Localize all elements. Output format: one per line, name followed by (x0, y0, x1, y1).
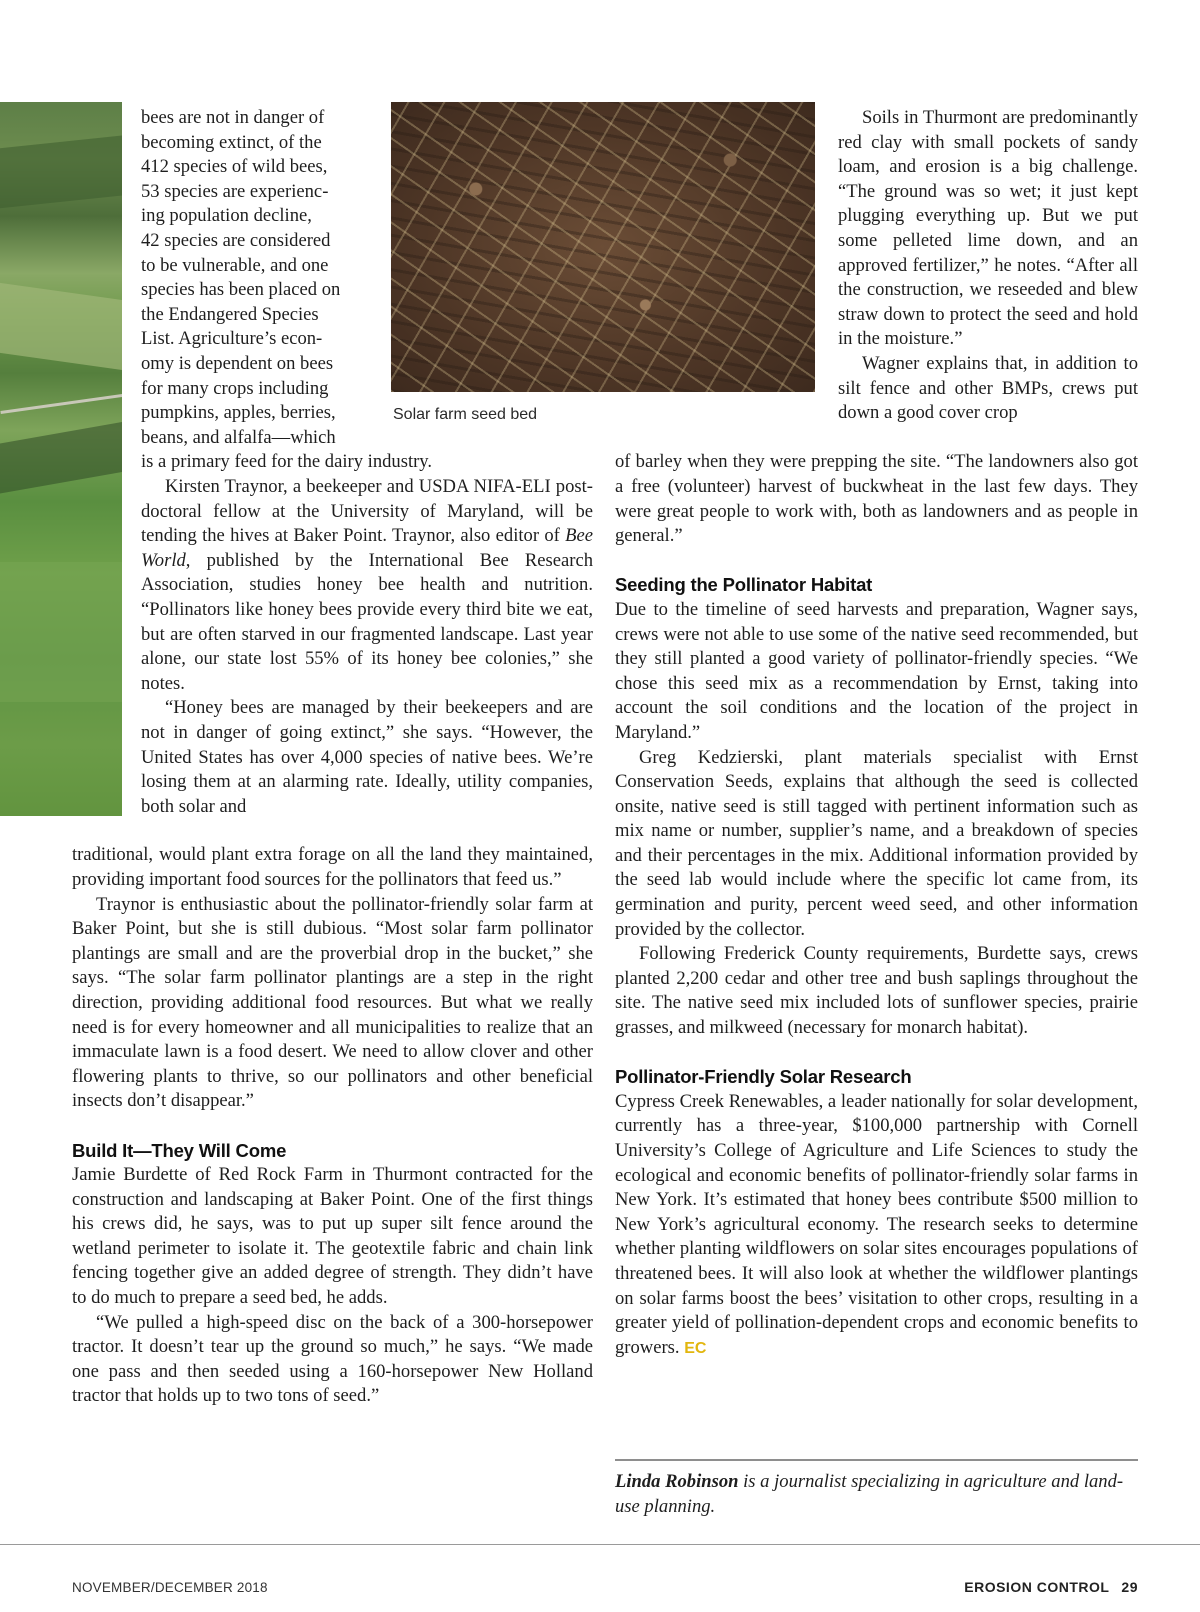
left-wrap-block (141, 106, 391, 450)
left-lower-block (72, 843, 593, 1409)
page-number: 29 (1121, 1579, 1138, 1595)
paragraph: of barley when they were prepping the site. “The landowners also got a free (volunteer) harvest of buckwheat in the last few days. They were great people to work with, both as landowners and as people in general.” (615, 451, 1138, 547)
byline-divider (615, 1459, 1138, 1461)
paragraph: Greg Kedzierski, plant materials specialist with Ernst Conservation Seeds, explains that although the seed is collected onsite, native seed is still tagged with pertinent information such as mix name or number, supplier’s name, and a breakdown of species and their percentages in the mix. Additional information provided by the seed lab would include where the specific lot came from, its germination and purity, percent weed seed, and other information provided by the collector. (615, 746, 1138, 940)
wrap-line: ing population decline, (141, 205, 312, 227)
left-upper-block (141, 450, 593, 819)
wrap-line: pumpkins, apples, berries, (141, 402, 336, 424)
wrap-line: for many crops including (141, 377, 329, 399)
section-heading-build-it: Build It—They Will Come (72, 1139, 287, 1161)
wrap-line: 53 species are experienc- (141, 180, 329, 202)
wrap-line: 412 species of wild bees, (141, 156, 328, 178)
paragraph: Wagner explains that, in addition to silt fence and other BMPs, crews put down a good cover crop (838, 352, 1138, 424)
publication-title: Bee World (141, 525, 593, 571)
wrap-line: to be vulnerable, and one (141, 254, 329, 276)
paragraph: Due to the timeline of seed harvests and preparation, Wagner says, crews were not able to use some of the native seed recommended, but they still planted a good variety of pollinator-friendly species. “We chose this seed mix as a recommendation by Ernst, taking into account the soil conditions and the location of the project in Maryland.” (615, 598, 1138, 743)
end-mark: EC (684, 1339, 707, 1357)
section-heading-research: Pollinator-Friendly Solar Research (615, 1066, 912, 1088)
right-lower-block (615, 450, 1138, 1361)
author-name: Linda Robinson (615, 1471, 739, 1492)
paragraph: traditional, would plant extra forage on all the land they maintained, providing important food sources for the pollinators that feed us.” (72, 844, 593, 890)
wrap-line: List. Agriculture’s econ- (141, 328, 323, 350)
footer-issue-date: NOVEMBER/DECEMBER 2018 (72, 1580, 268, 1595)
photo-caption: Solar farm seed bed (393, 406, 538, 423)
paragraph: Traynor is enthusiastic about the pollinator-friendly solar farm at Baker Point, but she is still dubious. “Most solar farm pollinator plantings are small and are the proverbial drop in the bucket,” she says. “The solar farm pollinator plantings are a step in the right direction, providing additional food resources. But what we really need is for every homeowner and all municipalities to realize that an immaculate lawn is a food desert. We need to allow clover and other flowering plants to thrive, so our pollinators and other beneficial insects don’t disappear.” (72, 893, 593, 1112)
footer-magazine (964, 1579, 1138, 1595)
seed-bed-photo (391, 102, 815, 392)
wrap-line: the Endangered Species (141, 303, 319, 325)
author-byline: Linda Robinson is a journalist specializing in agriculture and land-use planning. (615, 1471, 1124, 1517)
right-upper-block (838, 106, 1138, 426)
wrap-line: becoming extinct, of the (141, 131, 322, 153)
wrap-line: beans, and alfalfa—which (141, 426, 336, 448)
paragraph: Soils in Thurmont are predominantly red clay with small pockets of sandy loam, and erosion is a big challenge. “The ground was so wet; it just kept plugging everything up. But we put some pelleted lime down, and an approved fertilizer,” he notes. “After all the construction, we reseeded and blew straw down to protect the seed and hold in the moisture.” (838, 107, 1138, 350)
paragraph: “We pulled a high-speed disc on the back of a 300-horsepower tractor. It doesn’t tear up the ground so much,” he says. “We made one pass and then seeded using a 160-horsepower New Holland tractor that holds up to two tons of seed.” (72, 1311, 593, 1407)
paragraph: is a primary feed for the dairy industry. (141, 451, 433, 473)
magazine-name: EROSION CONTROL (964, 1579, 1110, 1595)
paragraph: Jamie Burdette of Red Rock Farm in Thurmont contracted for the construction and landscaping at Baker Point. One of the first things his crews did, he says, was to put up super silt fence around the wetland perimeter to isolate it. The geotextile fabric and chain link fencing together give an added degree of strength. They didn’t have to do much to prepare a seed bed, he adds. (72, 1164, 593, 1309)
paragraph: Cypress Creek Renewables, a leader nationally for solar development, currently has a three-year, $100,000 partnership with Cornell University’s College of Agriculture and Life Sciences to study the ecological and economic benefits of pollinator-friendly solar farms in New York. It’s estimated that honey bees contribute $500 million to New York’s agricultural economy. The research seeks to determine whether planting wildflowers on solar sites encourages populations of threatened bees. It will also look at whether the wildflower plantings on solar farms boost the bees’ visitation to other crops, resulting in a greater yield of pollination-dependent crops and economic benefits to growers. EC (615, 1090, 1138, 1358)
aerial-farm-photo (0, 102, 122, 816)
paragraph: Following Frederick County requirements, Burdette says, crews planted 2,200 cedar and other tree and bush saplings throughout the site. The native seed mix included lots of sunflower species, prairie grasses, and milkweed (necessary for monarch habitat). (615, 943, 1138, 1039)
wrap-line: 42 species are considered (141, 229, 331, 251)
paragraph: Kirsten Traynor, a beekeeper and USDA NIFA-ELI post-doctoral fellow at the University of Maryland, will be tending the hives at Baker Point. Traynor, also editor of Bee World, published by the International Bee Research Association, studies honey bee health and nutrition. “Pollinators like honey bees provide every third bite we eat, but are often starved in our fragmented landscape. Last year alone, our state lost 55% of its honey bee colonies,” she notes. (141, 475, 593, 694)
wrap-line: bees are not in danger of (141, 107, 325, 128)
paragraph: “Honey bees are managed by their beekeepers and are not in danger of going extinct,” she says. “However, the United States has over 4,000 species of native bees. We’re losing them at an alarming rate. Ideally, utility companies, both solar and (141, 697, 593, 817)
wrap-line: species has been placed on (141, 279, 341, 301)
section-heading-seeding: Seeding the Pollinator Habitat (615, 574, 873, 596)
footer-divider (0, 1544, 1200, 1545)
wrap-line: omy is dependent on bees (141, 352, 334, 374)
